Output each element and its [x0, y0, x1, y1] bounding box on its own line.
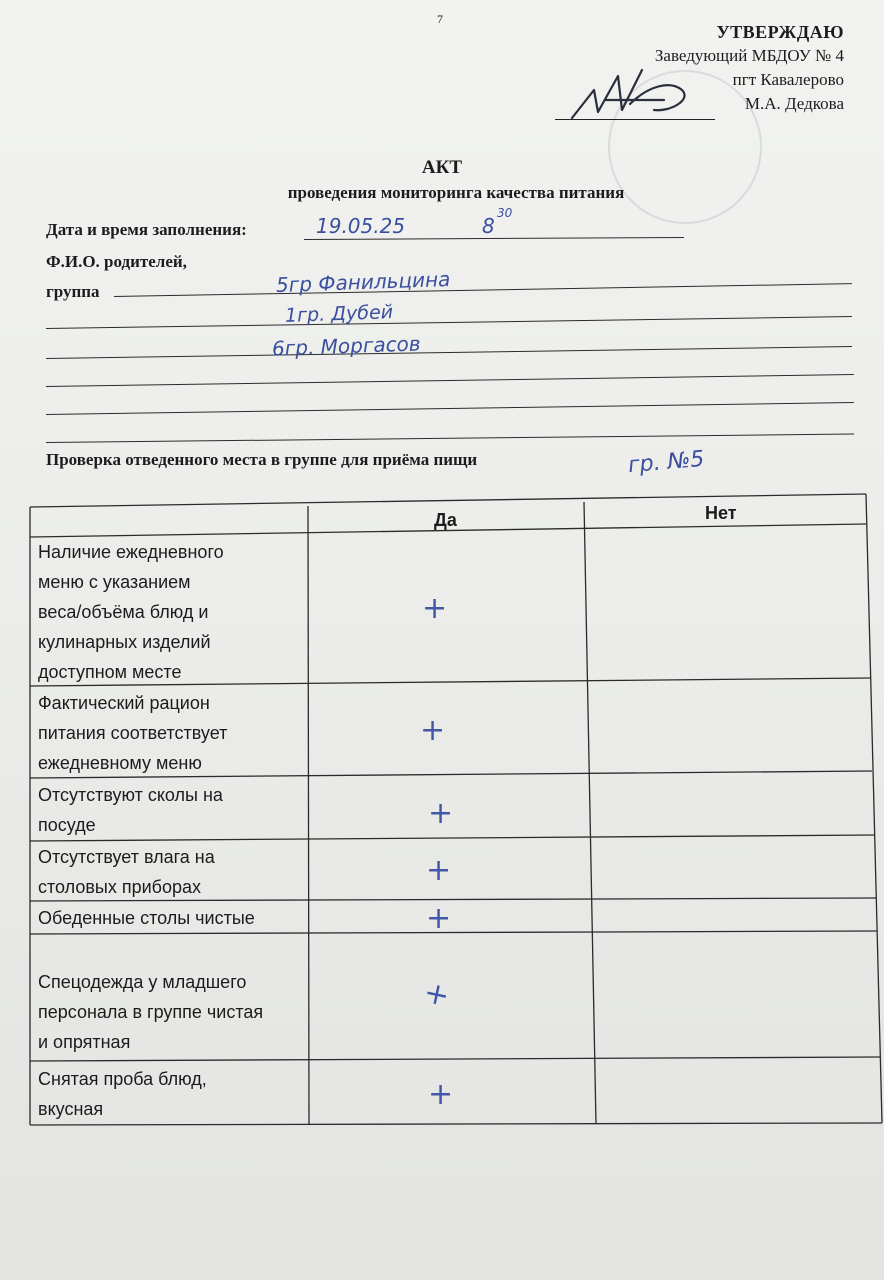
act-title: АКТ: [421, 157, 463, 178]
parent-entry-2: 1гр. Дубей: [284, 301, 394, 327]
time-minutes: 30: [497, 206, 513, 220]
table-row: Спецодежда у младшего персонала в группе чистая и опрятная: [38, 972, 264, 1052]
section-note: гр. №5: [627, 446, 706, 479]
table-row: Отсутствует влага на столовых приборах: [38, 847, 215, 897]
parent-entry-1: 5гр Фанильцина: [275, 266, 451, 298]
section-title: Проверка отведенного места в группе для приёма пищи: [46, 450, 478, 469]
yes-mark-3: +: [428, 796, 454, 831]
parent-entry-3: 6гр. Моргасов: [271, 331, 421, 361]
approval-heading: УТВЕРЖДАЮ: [716, 22, 844, 42]
yes-mark-7: +: [428, 1077, 454, 1112]
yes-mark-1: +: [422, 591, 448, 626]
group-label: группа: [46, 282, 100, 301]
yes-mark-2: +: [420, 713, 446, 748]
page-number: 7: [437, 12, 443, 26]
approval-place: пгт Кавалерово: [732, 70, 844, 89]
time-hour: 8: [482, 214, 495, 238]
table-row: Отсутствуют сколы на посуде: [38, 785, 223, 835]
date-label: Дата и время заполнения:: [46, 220, 247, 239]
yes-mark-4: +: [426, 853, 452, 888]
approval-position: Заведующий МБДОУ № 4: [654, 46, 844, 65]
header-yes: Да: [434, 510, 457, 530]
approval-name: М.А. Дедкова: [744, 94, 844, 113]
yes-mark-6: +: [420, 974, 453, 1015]
table-row: Обеденные столы чистые: [38, 908, 255, 928]
table-row: Снятая проба блюд, вкусная: [38, 1069, 207, 1119]
table-row: Фактический рацион питания соответствует ежедневному меню: [38, 693, 228, 773]
yes-mark-5: +: [426, 901, 452, 936]
act-subtitle: проведения мониторинга качества питания: [287, 183, 625, 202]
header-no: Нет: [705, 503, 737, 523]
parents-label: Ф.И.О. родителей,: [46, 252, 187, 271]
table-row: Наличие ежедневного меню с указанием веса/объёма блюд и кулинарных изделий доступном месте: [38, 542, 224, 682]
date-value: 19.05.25: [316, 214, 406, 238]
